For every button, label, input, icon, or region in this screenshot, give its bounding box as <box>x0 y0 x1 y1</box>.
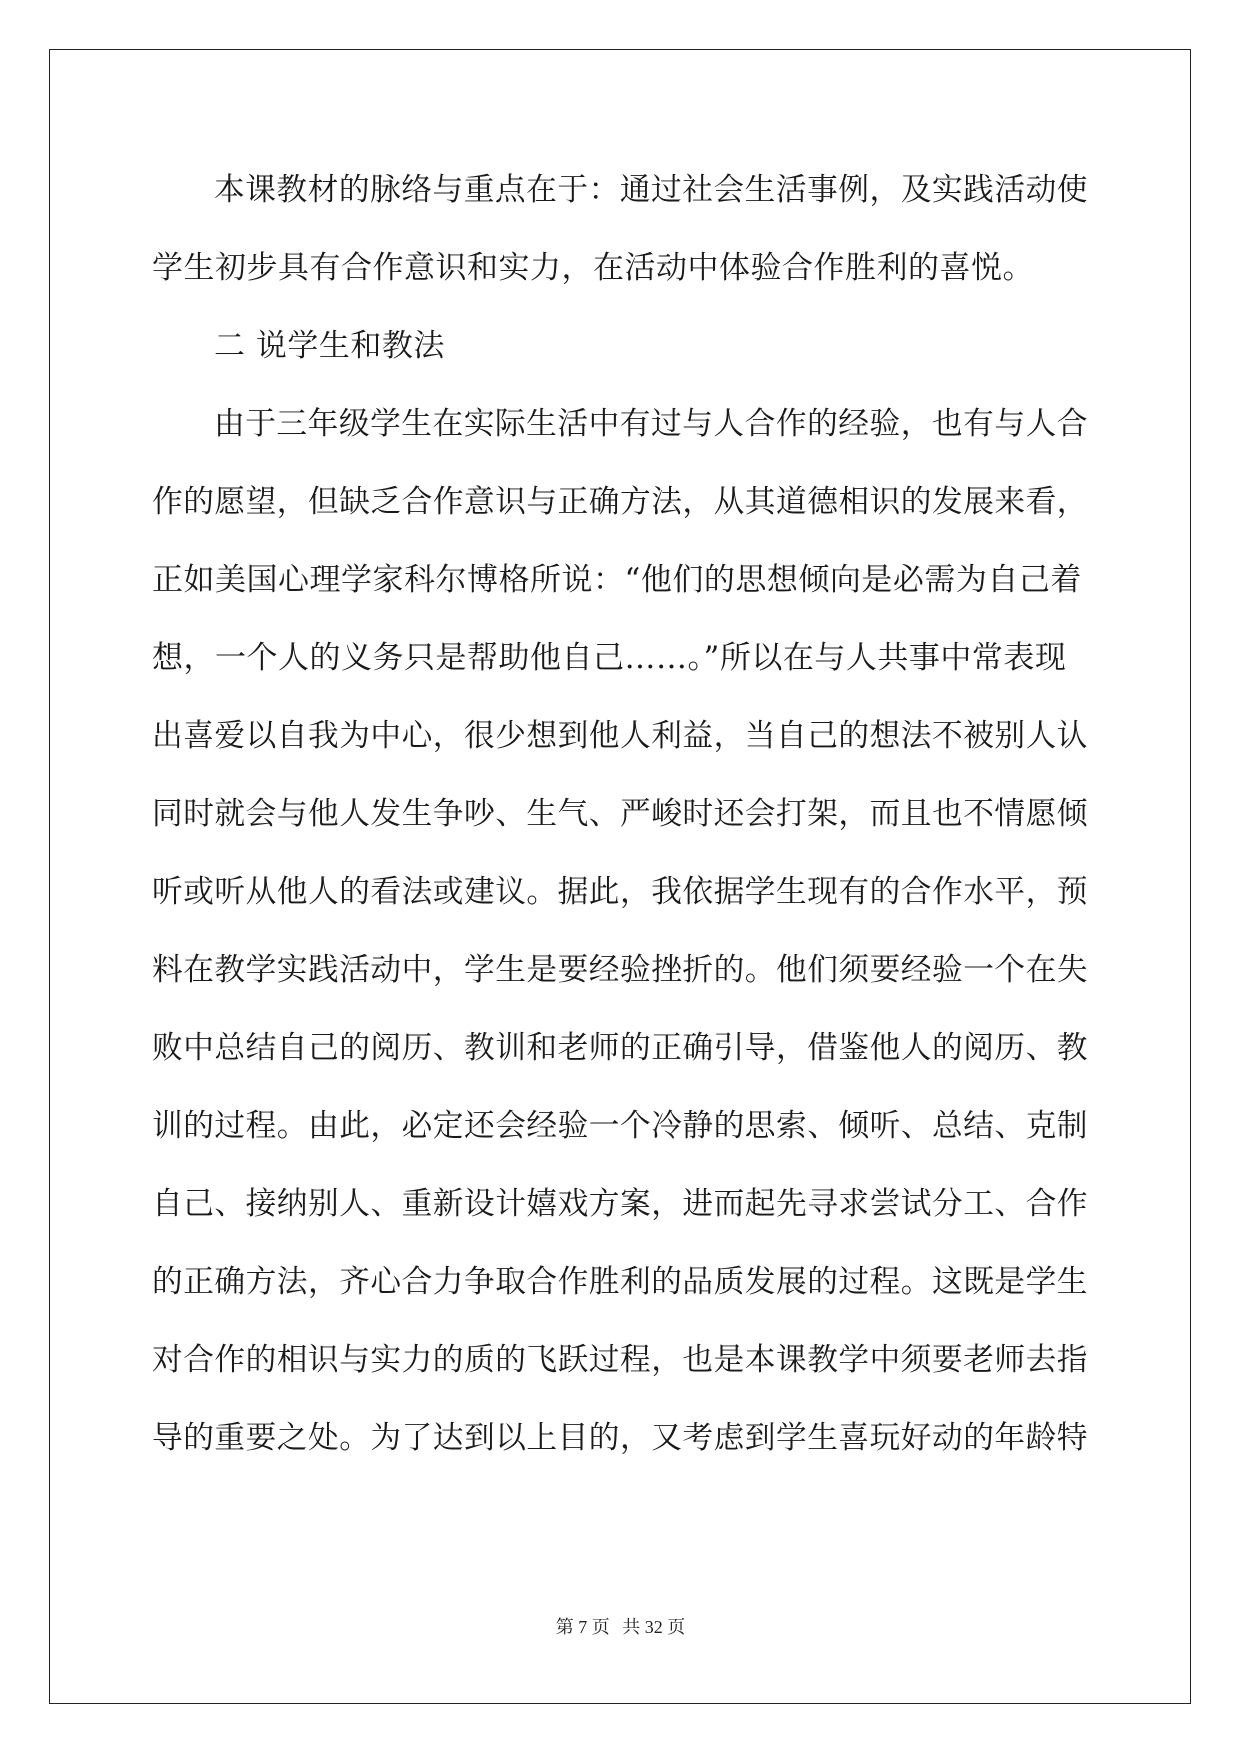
text-line: 本课教材的脉络与重点在于：通过社会生活事例，及实践活动使 <box>214 172 1088 208</box>
text-line: 的正确方法，齐心合力争取合作胜利的品质发展的过程。这既是学生 <box>152 1264 1088 1300</box>
text-line: 由于三年级学生在实际生活中有过与人合作的经验，也有与人合 <box>214 406 1088 442</box>
text-line: 听或听从他人的看法或建议。据此，我依据学生现有的合作水平，预 <box>152 874 1088 910</box>
text-line: 自己、接纳别人、重新设计嬉戏方案，进而起先寻求尝试分工、合作 <box>152 1186 1088 1222</box>
text-line: 训的过程。由此，必定还会经验一个冷静的思索、倾听、总结、克制 <box>152 1108 1088 1144</box>
text-line: 学生初步具有合作意识和实力，在活动中体验合作胜利的喜悦。 <box>152 250 1034 286</box>
text-line: 料在教学实践活动中，学生是要经验挫折的。他们须要经验一个在失 <box>152 952 1088 988</box>
text-line: 对合作的相识与实力的质的飞跃过程，也是本课教学中须要老师去指 <box>152 1342 1088 1378</box>
text-line: 作的愿望，但缺乏合作意识与正确方法，从其道德相识的发展来看， <box>152 484 1088 520</box>
text-line: 想，一个人的义务只是帮助他自己……。”所以在与人共事中常表现 <box>152 640 1067 676</box>
page-footer <box>0 1613 1241 1639</box>
text-line: 导的重要之处。为了达到以上目的，又考虑到学生喜玩好动的年龄特 <box>152 1420 1088 1456</box>
page-number: 第 7 页 <box>555 1617 610 1637</box>
text-line: 同时就会与他人发生争吵、生气、严峻时还会打架，而且也不情愿倾 <box>152 796 1088 832</box>
section-heading: 二 说学生和教法 <box>214 328 445 364</box>
text-line: 正如美国心理学家科尔博格所说：“他们的思想倾向是必需为自己着 <box>152 562 1082 598</box>
page-total: 共 32 页 <box>622 1617 686 1637</box>
text-line: 出喜爱以自我为中心，很少想到他人利益，当自己的想法不被别人认 <box>152 718 1088 754</box>
text-line: 败中总结自己的阅历、教训和老师的正确引导，借鉴他人的阅历、教 <box>152 1030 1088 1066</box>
